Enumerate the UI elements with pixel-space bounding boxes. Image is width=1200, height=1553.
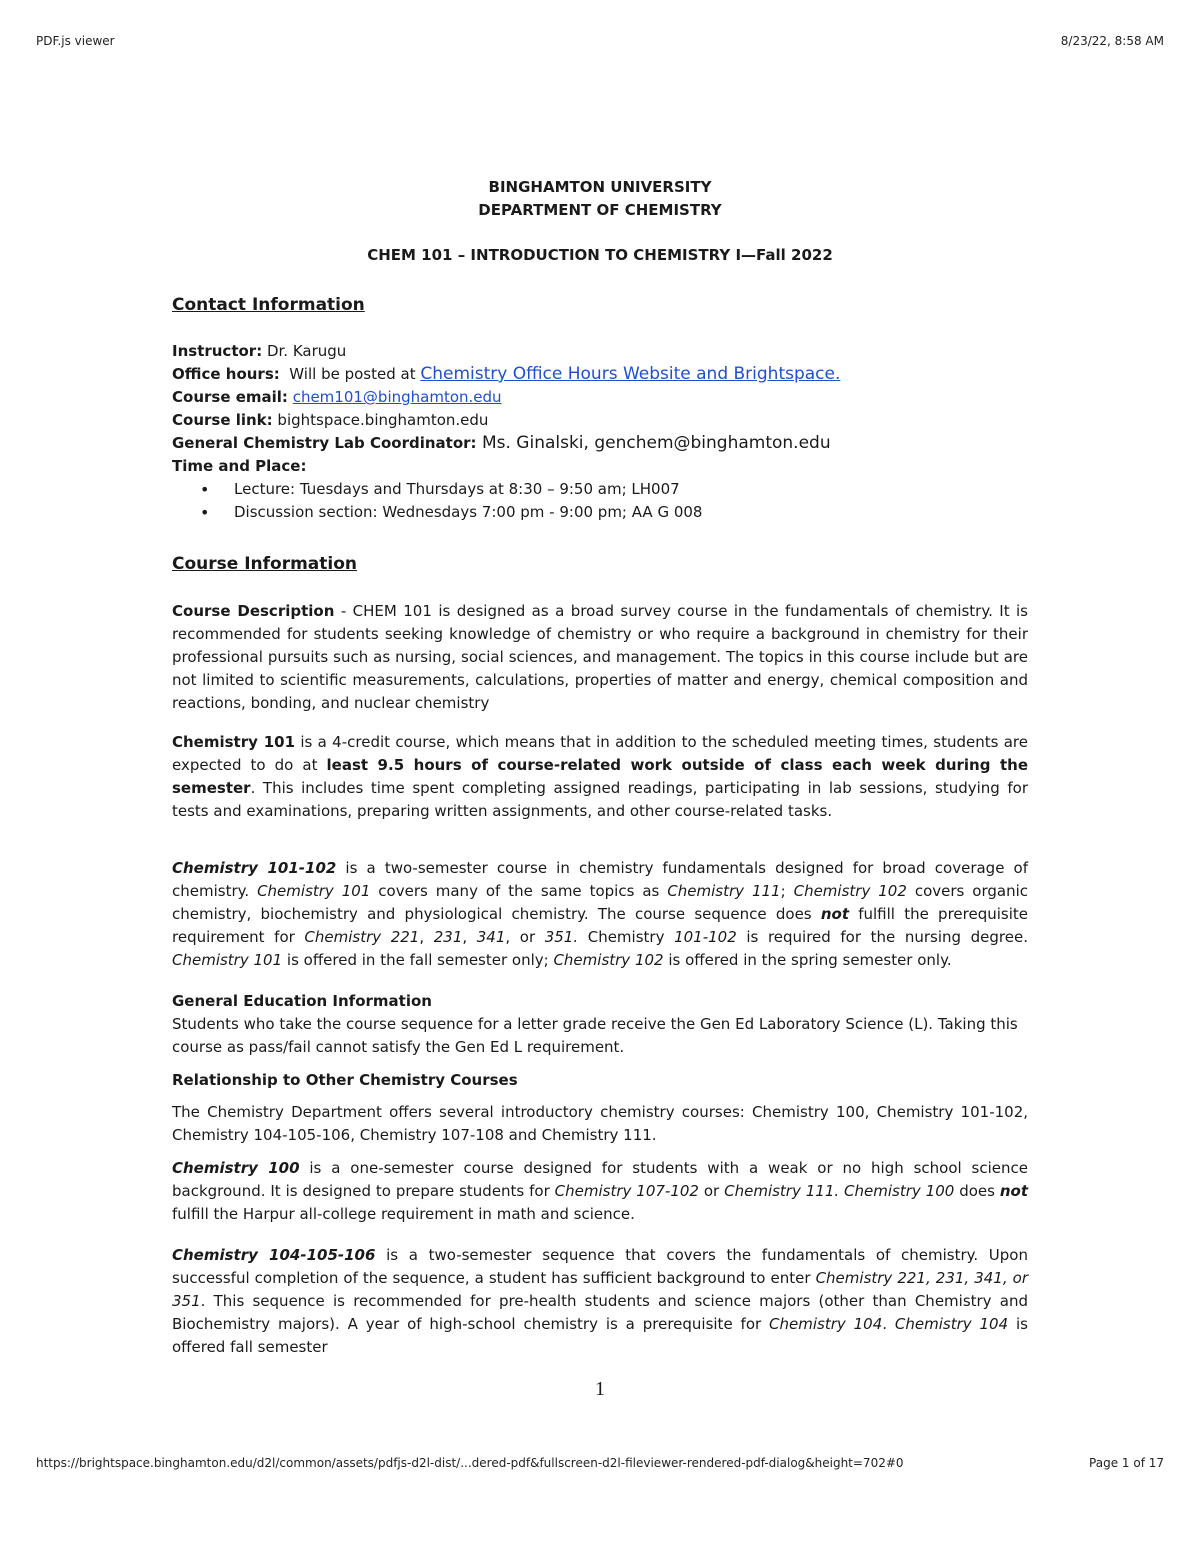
course-email-link[interactable]: chem101@binghamton.edu — [292, 388, 502, 406]
page-indicator: Page 1 of 17 — [1089, 1456, 1164, 1470]
course-info-heading: Course Information — [172, 554, 358, 574]
course-email-label: Course email: — [172, 388, 288, 406]
sequence-paragraph — [172, 857, 1028, 972]
time-place-label: Time and Place: — [172, 457, 307, 475]
list-item: • Discussion section: Wednesdays 7:00 pm - 9:00 pm; AA G 008 — [200, 501, 1028, 524]
seq-text: , — [419, 928, 434, 946]
chem104-italic: Chemistry 104 — [894, 1315, 1009, 1333]
chem100-paragraph — [172, 1157, 1028, 1226]
print-footer — [36, 1456, 1164, 1470]
chem104-text: . — [882, 1315, 895, 1333]
course-email-line — [172, 386, 1028, 409]
department-name: DEPARTMENT OF CHEMISTRY — [478, 201, 722, 219]
gened-heading: General Education Information — [172, 992, 432, 1010]
seq-italic: Chemistry 102 — [793, 882, 907, 900]
print-datetime: 8/23/22, 8:58 AM — [1060, 34, 1164, 48]
course-title: CHEM 101 – INTRODUCTION TO CHEMISTRY I—Fall 2022 — [367, 246, 833, 264]
relationship-heading: Relationship to Other Chemistry Courses — [172, 1071, 518, 1089]
seq-text: is required for the nursing degree. — [736, 928, 1028, 946]
seq-italic: 341 — [476, 928, 506, 946]
chem100-text: fulfill the Harpur all-college requirement in math and science. — [172, 1205, 635, 1223]
seq-text: covers many of the same topics as — [370, 882, 668, 900]
course-link-value: bightspace.binghamton.edu — [272, 411, 489, 429]
chem100-italic: Chemistry 107-102 — [554, 1182, 699, 1200]
page-number: 1 — [595, 1378, 605, 1400]
browser-title: PDF.js viewer — [36, 34, 115, 48]
seq-italic: Chemistry 111 — [667, 882, 781, 900]
gened-text: Students who take the course sequence for a letter grade receive the Gen Ed Laboratory Science (L). Taking this course as pass/fail cannot satisfy the Gen Ed L requirement. — [172, 1015, 1018, 1056]
instructor-value: Dr. Karugu — [262, 342, 347, 360]
seq-italic: 351. — [544, 928, 579, 946]
seq-text: Chemistry — [578, 928, 675, 946]
seq-italic: Chemistry 102 — [553, 951, 664, 969]
relationship-text: The Chemistry Department offers several introductory chemistry courses: Chemistry 100, Chemistry 101-102, Chemistry 104-105-106, Chemistry 107-108 and Chemistry 111. — [172, 1103, 1028, 1144]
page-url: https://brightspace.binghamton.edu/d2l/common/assets/pdfjs-d2l-dist/...dered-pdf&fullscreen-d2l-fileviewer-rendered-pdf-dialog&height=702#0 — [36, 1456, 904, 1470]
chem100-text: does — [954, 1182, 1000, 1200]
chem104-text: . This sequence is recommended for pre-health students and science majors (other than Chemistry and Biochemistry majors). A year of high-school chemistry is a prerequisite for — [172, 1292, 1028, 1333]
course-link-line — [172, 409, 1028, 432]
seq-italic: Chemistry 221 — [304, 928, 420, 946]
contact-heading: Contact Information — [172, 295, 365, 315]
university-name: BINGHAMTON UNIVERSITY — [488, 178, 712, 196]
chem104-paragraph — [172, 1244, 1028, 1359]
instructor-label: Instructor: — [172, 342, 263, 360]
list-item: • Lecture: Tuesdays and Thursdays at 8:30 – 9:50 am; LH007 — [200, 478, 1028, 501]
course-description-label: Course Description — [172, 602, 335, 620]
seq-not-emphasis: not — [820, 905, 849, 923]
seq-text: ; — [780, 882, 794, 900]
seq-text: is offered in the spring semester only. — [663, 951, 952, 969]
seq-italic: 101-102 — [674, 928, 737, 946]
course-description — [172, 600, 1028, 715]
course-link-label: Course link: — [172, 411, 273, 429]
credit-text-1: is a 4-credit course, which means that in addition to the scheduled meeting times, students are expected to do at — [172, 733, 1028, 774]
credit-text-2: . This includes time spent completing assigned readings, participating in lab sessions, studying for tests and examinations, preparing written assignments, and other course-related tasks. — [172, 779, 1028, 820]
lab-coordinator-label: General Chemistry Lab Coordinator: — [172, 434, 477, 452]
instructor-line — [172, 340, 1028, 363]
seq-text: is offered in the fall semester only; — [282, 951, 554, 969]
credit-hours-emphasis: least 9.5 hours of course-related work outside of class each week during the semester — [172, 756, 1028, 797]
seq-text: , or — [505, 928, 545, 946]
time-place-list — [172, 478, 1028, 524]
lab-coordinator-line — [172, 432, 1028, 455]
office-hours-line — [172, 363, 1028, 386]
print-header — [36, 34, 1164, 48]
office-hours-value: Will be posted at — [279, 365, 421, 383]
chem104-course: Chemistry 104-105-106 — [172, 1246, 376, 1264]
seq-text: fulfill the prerequisite requirement for — [172, 905, 1028, 946]
contact-block — [172, 340, 1028, 524]
seq-italic: Chemistry 101 — [257, 882, 371, 900]
seq-italic: 231 — [433, 928, 463, 946]
credit-paragraph — [172, 731, 1028, 823]
chem104-text: is a two-semester sequence that covers the fundamentals of chemistry. Upon successful completion of the sequence, a student has sufficient background to enter — [172, 1246, 1028, 1287]
seq-text: is a two-semester course in chemistry fundamentals designed for broad coverage of chemistry. — [172, 859, 1028, 900]
lab-coordinator-value: Ms. Ginalski, genchem@binghamton.edu — [476, 433, 831, 453]
chem100-course: Chemistry 100 — [172, 1159, 300, 1177]
chem104-italic: Chemistry 104 — [769, 1315, 883, 1333]
course-description-text: - CHEM 101 is designed as a broad survey course in the fundamentals of chemistry. It is recommended for students seeking knowledge of chemistry or who require a background in chemistry for their professional pursuits such as nursing, social sciences, and management. The topics in this course include but are not limited to scientific measurements, calculations, properties of matter and energy, chemical composition and reactions, bonding, and nuclear chemistry — [172, 602, 1028, 712]
chem100-text: is a one-semester course designed for students with a weak or no high school science background. It is designed to prepare students for — [172, 1159, 1028, 1200]
seq-text: , — [462, 928, 477, 946]
chem104-text: is offered fall semester — [172, 1315, 1028, 1356]
chem100-text: or — [698, 1182, 725, 1200]
seq-text: covers organic chemistry, biochemistry and physiological chemistry. The course sequence does — [172, 882, 1028, 923]
office-hours-label: Office hours: — [172, 365, 280, 383]
chem100-italic: Chemistry 111. Chemistry 100 — [724, 1182, 955, 1200]
seq-course: Chemistry 101-102 — [172, 859, 337, 877]
seq-italic: Chemistry 101 — [172, 951, 283, 969]
chem100-not-emphasis: not — [999, 1182, 1029, 1200]
office-hours-link[interactable]: Chemistry Office Hours Website and Brightspace. — [420, 364, 841, 384]
credit-course-name: Chemistry 101 — [172, 733, 296, 751]
chem104-italic: Chemistry 221, 231, 341, or 351 — [172, 1269, 1028, 1310]
